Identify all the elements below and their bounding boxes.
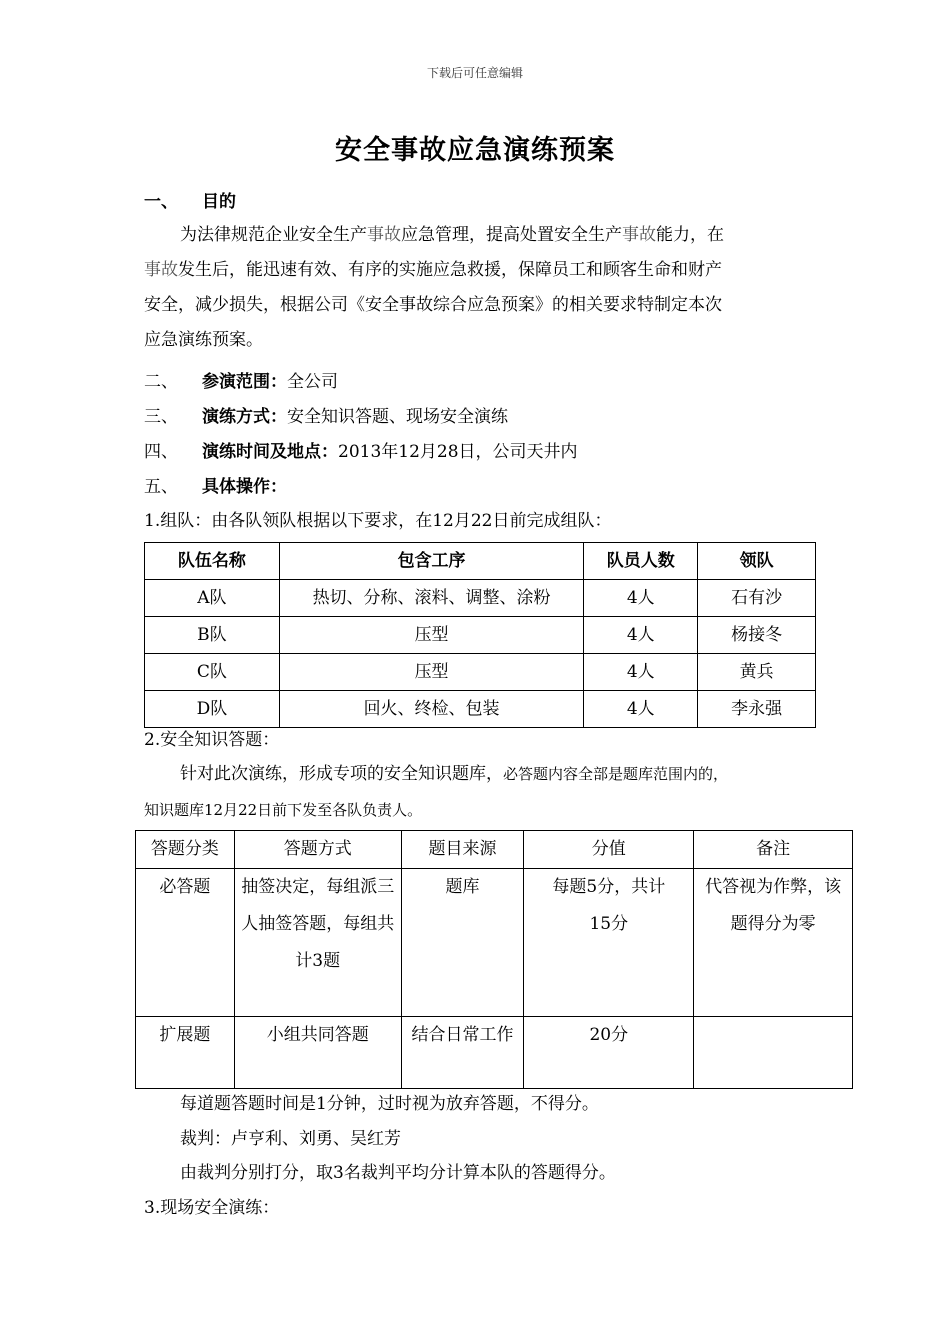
section-label: 演练方式： [202,407,287,427]
section-value: 全公司 [287,372,338,392]
document-title: 安全事故应急演练预案 [335,135,615,166]
table-row [136,869,853,1017]
section-number: 五、 [144,477,178,497]
section-value: 安全知识答题、现场安全演练 [287,407,508,427]
section-number: 一、 [144,192,178,212]
table-cell: 4人 [584,654,698,691]
table-cell: 4人 [584,691,698,728]
table-cell: 题库 [401,869,524,1017]
table-cell: 20分 [524,1017,694,1089]
header-cell: 队员人数 [584,543,698,580]
table-cell: 结合日常工作 [401,1017,524,1089]
header-note: 下载后可任意编辑 [426,66,523,80]
table-cell: 压型 [279,617,584,654]
table-cell: 小组共同答题 [234,1017,401,1089]
section-purpose [144,190,236,214]
text: 能力，在 [656,225,724,245]
quiz-intro-line-1 [180,762,728,786]
section-label: 目的 [202,192,236,212]
section-method [144,405,508,429]
table-cell: A队 [145,580,280,617]
table-header-row [145,543,816,580]
table-cell: 代答视为作弊，该题得分为零 [694,869,853,1017]
table-cell: 热切、分称、滚料、调整、涂粉 [279,580,584,617]
text: 应急演练预案。 [144,330,263,350]
table-cell: 4人 [584,617,698,654]
header-cell: 题目来源 [401,831,524,869]
text: 事故 [367,225,401,245]
table-cell: D队 [145,691,280,728]
header-cell: 队伍名称 [145,543,280,580]
section-number: 二、 [144,372,178,392]
header-cell: 备注 [694,831,853,869]
section-number: 四、 [144,442,178,462]
header-cell: 领队 [698,543,816,580]
text: 为法律规范企业安全生产 [180,225,367,245]
table-cell: 黄兵 [698,654,816,691]
table-cell: 4人 [584,580,698,617]
text: 针对此次演练，形成专项的安全知识题库， [180,764,503,784]
step-site-drill: 3.现场安全演练： [144,1198,280,1218]
header-cell: 包含工序 [279,543,584,580]
section-value: 2013年12月28日，公司天井内 [338,442,578,462]
teams-table [144,542,816,728]
text: 必答题内容全部是题库范围内的， [503,765,729,783]
quiz-table [135,830,853,1089]
table-cell: 抽签决定，每组派三人抽签答题，每组共计3题 [234,869,401,1017]
text: 安全，减少损失，根据公司《安全事故综合应急预案》的相关要求特制定本次 [144,295,722,315]
section-label: 演练时间及地点： [202,442,338,462]
quiz-intro-line-2: 知识题库12月22日前下发至各队负责人。 [144,801,423,819]
header-cell: 答题方式 [234,831,401,869]
purpose-paragraph [144,218,812,358]
table-row [136,1017,853,1089]
note-scoring: 由裁判分别打分，取3名裁判平均分计算本队的答题得分。 [180,1163,616,1183]
step-knowledge-quiz: 2.安全知识答题： [144,730,280,750]
step-team-forming: 1.组队：由各队领队根据以下要求，在12月22日前完成组队： [144,511,612,531]
section-number: 三、 [144,407,178,427]
header-cell: 答题分类 [136,831,235,869]
table-cell: 必答题 [136,869,235,1017]
section-label: 具体操作： [202,477,287,497]
table-cell: B队 [145,617,280,654]
table-row [145,654,816,691]
table-cell: 杨接冬 [698,617,816,654]
table-header-row [136,831,853,869]
section-time-place [144,440,578,464]
table-row [145,617,816,654]
table-cell: 压型 [279,654,584,691]
section-label: 参演范围： [202,372,287,392]
text: 事故 [622,225,656,245]
table-cell: 扩展题 [136,1017,235,1089]
section-operation [144,475,287,499]
table-cell: 每题5分，共计15分 [524,869,694,1017]
table-cell: 石有沙 [698,580,816,617]
table-cell [694,1017,853,1089]
note-answer-time: 每道题答题时间是1分钟，过时视为放弃答题，不得分。 [180,1094,599,1114]
table-cell: C队 [145,654,280,691]
header-cell: 分值 [524,831,694,869]
note-judges: 裁判：卢亨利、刘勇、吴红芳 [180,1129,401,1149]
table-cell: 李永强 [698,691,816,728]
table-row [145,580,816,617]
text: 应急管理，提高处置安全生产 [401,225,622,245]
text: 发生后，能迅速有效、有序的实施应急救援，保障员工和顾客生命和财产 [178,260,722,280]
table-row [145,691,816,728]
table-cell: 回火、终检、包装 [279,691,584,728]
section-scope [144,370,338,394]
text: 事故 [144,260,178,280]
